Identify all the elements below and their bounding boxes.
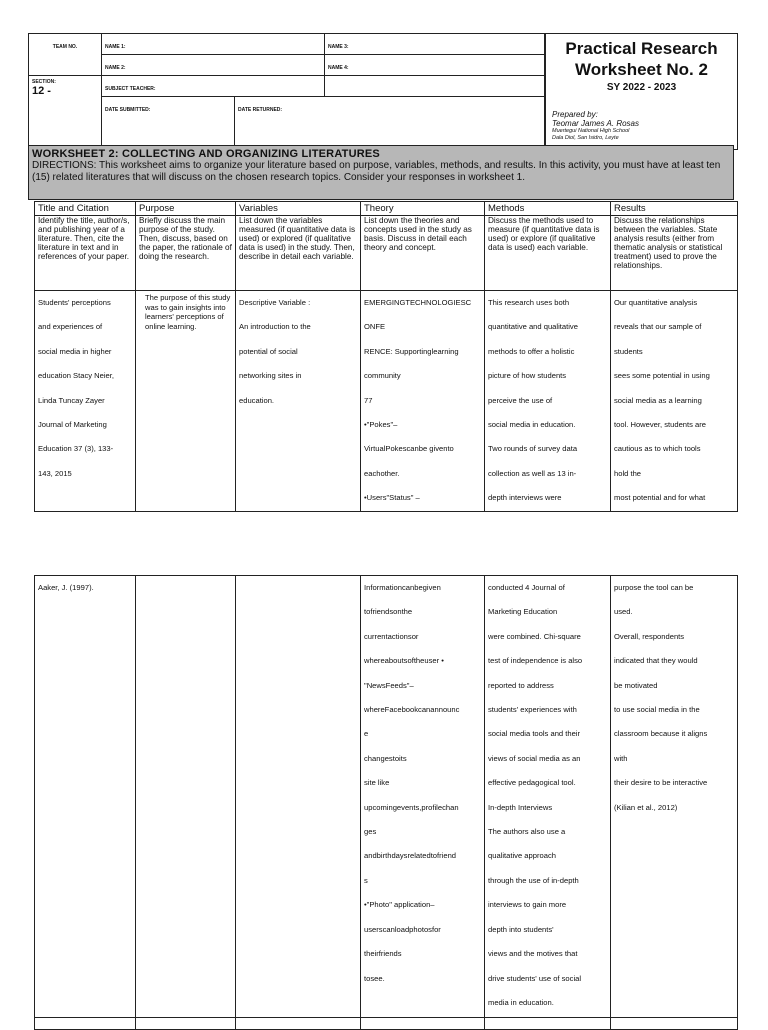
cell-line: students' experiences with [488,705,577,715]
table-row [35,576,738,1018]
cell-line: andbirthdaysrelatedtofriend [364,851,457,861]
cell-line: Overall, respondents [614,631,685,641]
cell-line: hold the [614,468,642,478]
cell-line: tool. However, students are [614,420,707,430]
title-box [545,33,738,150]
blank-cell [325,76,545,97]
name1-cell[interactable] [102,34,325,55]
cell-line: site like [364,778,390,788]
row2-results-cell[interactable] [611,576,738,1018]
header-form [28,33,545,146]
cell-line: Linda Tuncay Zayer [38,395,105,405]
row2-theory-cell[interactable] [361,576,485,1018]
subject-teacher-label: SUBJECT TEACHER: [105,86,156,92]
name2-cell[interactable] [102,55,325,76]
cell-line: s [364,875,368,885]
school-address: Dala Diol, San Isidro, Leyte [552,135,619,141]
school-year: SY 2022 - 2023 [606,82,677,93]
subject-teacher-cell[interactable] [102,76,325,97]
cell-line: classroom because it aligns [614,729,708,739]
instruction-methods: Discuss the methods used to measure (if quantitative data is used) or explore (if qualitative data is used) each variable. [485,216,611,291]
cell-line: drive students' use of social [488,973,582,983]
cell-line: ges [364,827,377,837]
cell-line: qualitative approach [488,851,556,861]
cell-line: changestoits [364,753,407,763]
cell-line: and experiences of [38,322,103,332]
school-name: Muertegui National High School [552,128,630,134]
date-submitted-label: DATE SUBMITTED: [105,107,151,113]
row2-title-cell[interactable] [35,576,136,1018]
cell-line: e [364,729,369,739]
literature-table [34,201,738,512]
cell-line: •Users"Status" – [364,493,420,503]
cell-line: quantitative and qualitative [488,322,578,332]
cell-line: Aaker, J. (1997). [38,583,94,592]
name4-label: NAME 4: [328,65,349,71]
title-line1: Practical Research [565,39,718,58]
section-label: SECTION: [32,79,56,85]
col-header-title: Title and Citation [35,202,136,216]
instruction-theory: List down the theories and concepts used in the study as basis. Discuss in detail each theory and concept. [361,216,485,291]
cell-line: Education 37 (3), 133- [38,444,114,454]
cell-line: students [614,346,643,356]
cell-line: Our quantitative analysis [614,298,698,307]
cell-line: Two rounds of survey data [488,444,578,454]
directions-label: DIRECTIONS: [32,160,97,171]
cell-line: Students' perceptions [38,298,111,307]
cell-line: methods to offer a holistic [488,346,575,356]
cell-line: to use social media in the [614,705,700,715]
row1-variables-cell[interactable] [236,291,361,512]
cell-line: The authors also use a [488,827,566,837]
cell-line: currentactionsor [364,631,419,641]
row1-theory-cell[interactable] [361,291,485,512]
cell-line: depth interviews were [488,493,562,503]
cell-line: education. [239,395,275,405]
row1-title-cell[interactable] [35,291,136,512]
cell-line: their desire to be interactive [614,778,708,788]
cell-line: media in education. [488,997,554,1007]
cell-line: depth into students' [488,924,554,934]
cell-line: An introduction to the [239,322,311,332]
prepared-by [552,110,737,128]
cell-line: whereFacebookcanannounc [364,705,460,715]
row1-purpose-text: The purpose of this study was to gain insights into learners' perceptions of online learning. [145,293,231,331]
section-value: 12 - [32,85,51,97]
name1-label: NAME 1: [105,44,126,50]
cell-line: picture of how students [488,371,567,381]
title-line2: Worksheet No. 2 [575,60,708,79]
cell-line: most potential and for what [614,493,706,503]
name3-cell[interactable] [325,34,545,55]
cell-line: conducted 4 Journal of [488,583,565,592]
team-no-cell [29,34,102,76]
cell-line: were combined. Chi-square [488,631,581,641]
col-header-purpose: Purpose [136,202,236,216]
worksheet-heading: WORKSHEET 2: COLLECTING AND ORGANIZING LITERATURES [32,148,380,160]
row1-methods-cell[interactable] [485,291,611,512]
prepared-label: Prepared by: [552,110,598,119]
cell-line: indicated that they would [614,656,698,666]
cell-line: 77 [364,395,373,405]
cell-line: sees some potential in using [614,371,710,381]
literature-table-continued [34,575,738,1030]
instruction-row [35,216,738,291]
col-header-variables: Variables [236,202,361,216]
cell-line: perceive the use of [488,395,553,405]
cell-line: RENCE: Supportinglearning [364,346,459,356]
name3-label: NAME 3: [328,44,349,50]
instruction-purpose: Briefly discuss the main purpose of the study. Then, discuss, based on the paper, the rationale of doing the research. [136,216,236,291]
directions-body: This worksheet aims to organize your literature based on purpose, variables, methods, and results. In this activity, you must have at least ten (15) related literatures that will discuss on the chosen research topics. Consider your responses in worksheet 1. [32,160,721,183]
cell-line: (Kilian et al., 2012) [614,802,678,812]
cell-line: userscanloadphotosfor [364,924,441,934]
cell-line: theirfriends [364,949,402,959]
cell-line: VirtualPokescanbe givento [364,444,454,454]
cell-line: tofriendsonthe [364,607,413,617]
col-header-theory: Theory [361,202,485,216]
worksheet-banner [28,145,734,200]
cell-line: test of independence is also [488,656,583,666]
cell-line: Informationcanbegiven [364,583,441,592]
date-returned-label: DATE RETURNED: [238,107,283,113]
cell-line: views and the motives that [488,949,578,959]
instruction-results: Discuss the relationships between the variables. State analysis results (either from thematic analysis or statistical treatment) used to prove the relationships. [611,216,738,291]
cell-line: interviews to gain more [488,900,567,910]
row2-methods-cell[interactable] [485,576,611,1018]
cell-line: This research uses both [488,298,570,307]
cell-line: used. [614,607,633,617]
cell-line: •"Photo" application– [364,900,435,910]
cell-line: Journal of Marketing [38,420,107,430]
cell-line: Marketing Education [488,607,558,617]
cell-line: upcomingevents,profilechan [364,802,459,812]
cell-line: purpose the tool can be [614,583,694,592]
cell-line: reveals that our sample of [614,322,702,332]
cell-line: social media in higher [38,346,112,356]
date-submitted-cell[interactable] [102,97,235,146]
date-returned-cell[interactable] [235,97,545,146]
cell-line: social media in education. [488,420,576,430]
cell-line: social media tools and their [488,729,581,739]
cell-line: with [614,753,628,763]
cell-line: views of social media as an [488,753,581,763]
table-row [35,291,738,512]
row2-variables-cell[interactable] [236,576,361,1018]
cell-line: •"Pokes"– [364,420,398,430]
cell-line: "NewsFeeds"– [364,680,414,690]
cell-line: ONFE [364,322,386,332]
instruction-title: Identify the title, author/s, and publishing year of a literature. Then, cite the literature in text and in references of your paper. [35,216,136,291]
cell-line: through the use of in-depth [488,875,579,885]
cell-line: 143, 2015 [38,468,72,478]
team-no-label: TEAM NO. [52,44,78,50]
cell-line: In-depth Interviews [488,802,553,812]
instruction-variables: List down the variables measured (if quantitative data is used) or explored (if qualitative data is used) in the study. Then, describe in detail each variable. [236,216,361,291]
cell-line: education Stacy Neier, [38,371,114,381]
cell-line: tosee. [364,973,385,983]
prepared-name: Teomar James A. Rosas [552,119,639,128]
cell-line: collection as well as 13 in- [488,468,577,478]
row1-purpose-cell[interactable] [136,291,236,512]
cell-line: whereaboutsoftheuser • [364,656,444,666]
cell-line: cautious as to which tools [614,444,701,454]
cell-line: reported to address [488,680,554,690]
cell-line: community [364,371,401,381]
cell-line: eachother. [364,468,400,478]
worksheet-title [546,38,737,80]
section-cell[interactable] [29,76,102,146]
row1-results-cell[interactable] [611,291,738,512]
cell-line: social media as a learning [614,395,702,405]
col-header-methods: Methods [485,202,611,216]
cell-line: be motivated [614,680,658,690]
directions-text [32,160,730,184]
header-row [35,202,738,216]
cell-line: networking sites in [239,371,302,381]
name2-label: NAME 2: [105,65,126,71]
cell-line: potential of social [239,346,298,356]
col-header-results: Results [611,202,738,216]
cell-line: EMERGINGTECHNOLOGIESC [364,298,472,307]
row2-purpose-cell[interactable] [136,576,236,1018]
cell-line: effective pedagogical tool. [488,778,576,788]
name4-cell[interactable] [325,55,545,76]
cell-line: Descriptive Variable : [239,298,311,307]
